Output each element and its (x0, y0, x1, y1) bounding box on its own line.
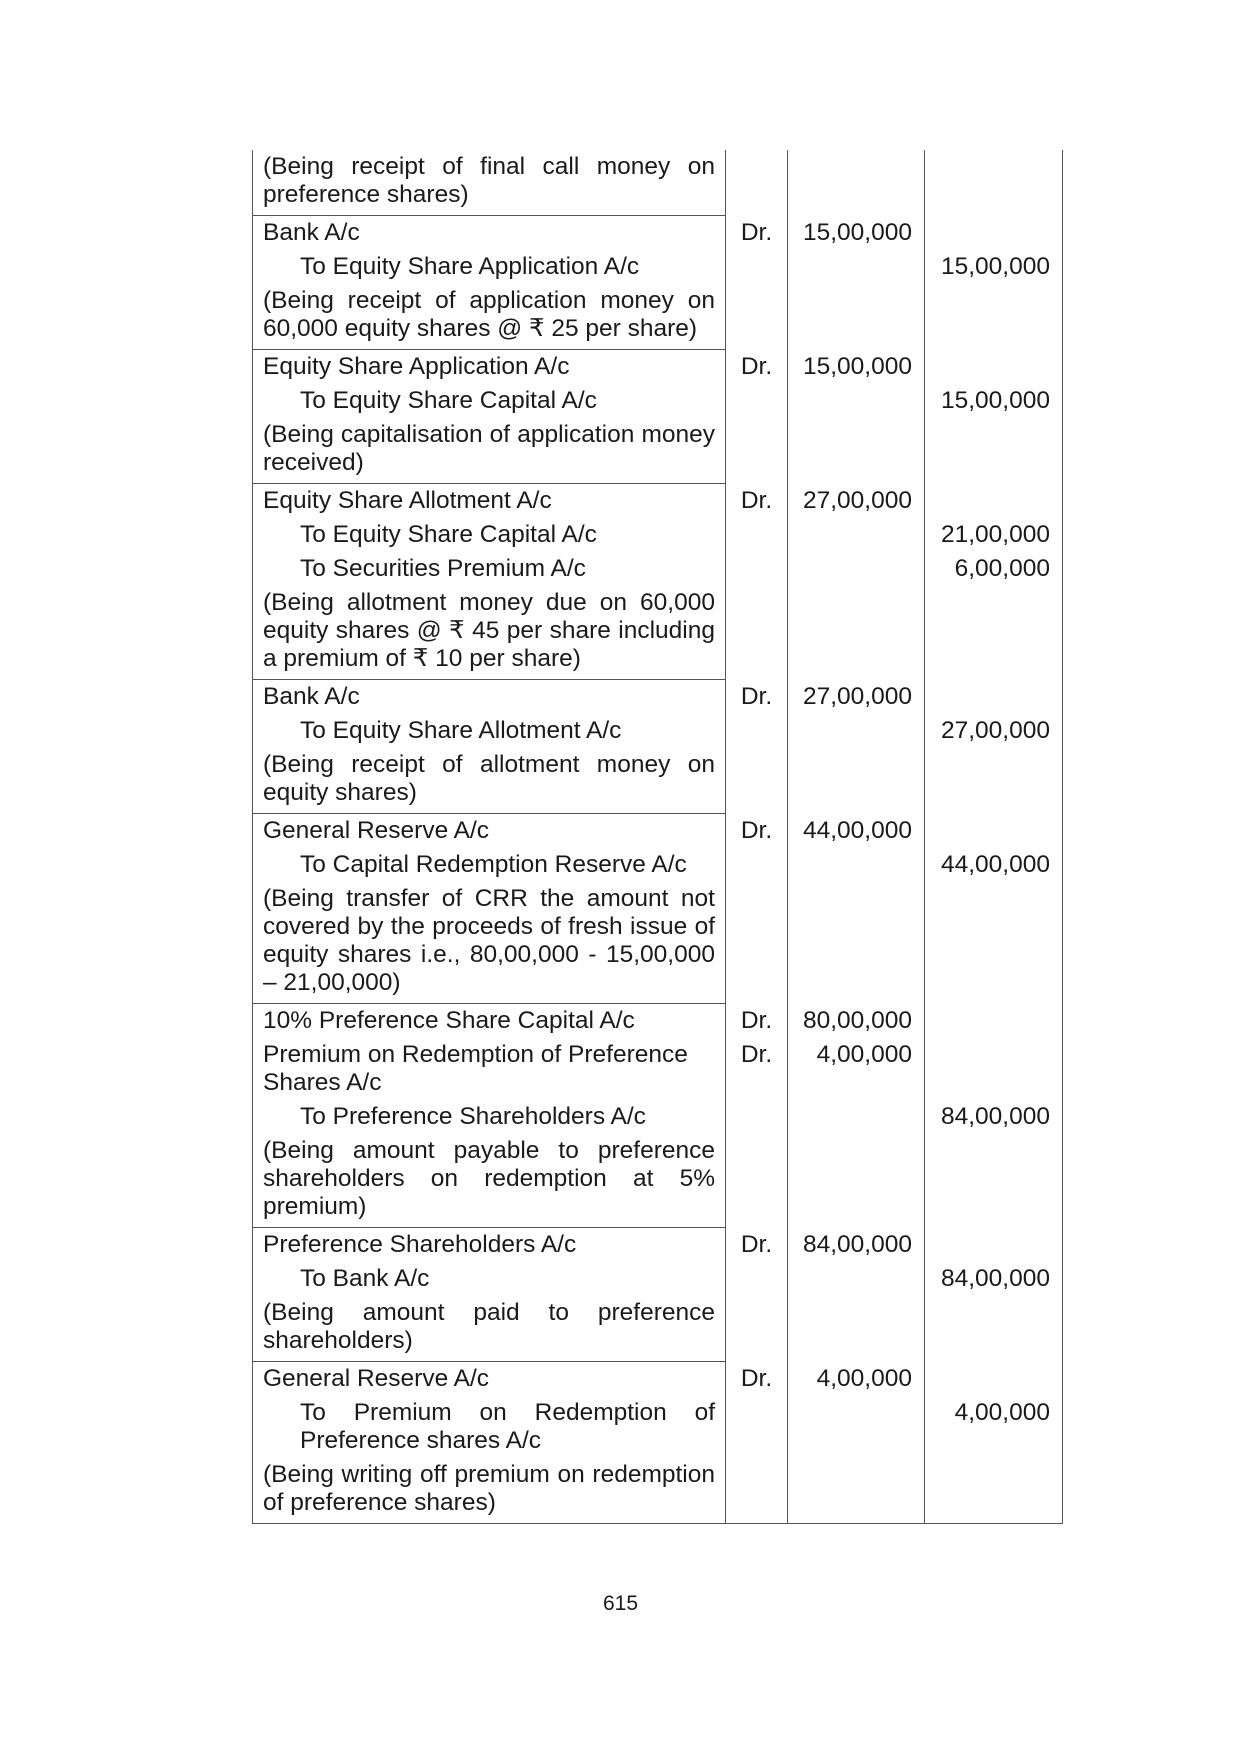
page-number: 615 (602, 1592, 639, 1615)
debit-amount: 15,00,000 (788, 350, 925, 385)
dr-mark (726, 1134, 788, 1228)
credit-amount (925, 1038, 1063, 1100)
debit-amount (788, 714, 925, 748)
credit-amount (925, 418, 1063, 484)
narration: (Being amount payable to preference shareholders on redemption at 5% premium) (253, 1134, 726, 1228)
journal-row (253, 518, 1063, 552)
dr-mark (726, 150, 788, 216)
journal-row (253, 384, 1063, 418)
narration: (Being amount paid to preference shareholders) (253, 1296, 726, 1362)
debit-account: Preference Shareholders A/c (253, 1228, 726, 1263)
credit-amount (925, 350, 1063, 385)
journal-row (253, 484, 1063, 519)
credit-account: To Equity Share Application A/c (253, 250, 726, 284)
credit-amount (925, 1458, 1063, 1524)
dr-mark (726, 418, 788, 484)
journal-row (253, 1396, 1063, 1458)
narration: (Being receipt of allotment money on equity shares) (253, 748, 726, 814)
debit-account: 10% Preference Share Capital A/c (253, 1004, 726, 1039)
debit-amount (788, 1134, 925, 1228)
dr-mark (726, 586, 788, 680)
debit-amount (788, 384, 925, 418)
debit-amount (788, 1100, 925, 1134)
journal-row (253, 680, 1063, 715)
debit-amount: 4,00,000 (788, 1362, 925, 1397)
dr-mark (726, 1396, 788, 1458)
dr-mark (726, 1296, 788, 1362)
journal-row (253, 284, 1063, 350)
credit-account: To Equity Share Capital A/c (253, 384, 726, 418)
debit-amount (788, 848, 925, 882)
dr-mark (726, 882, 788, 1004)
debit-account: Bank A/c (253, 216, 726, 251)
journal-row (253, 714, 1063, 748)
journal-row (253, 150, 1063, 216)
journal-row (253, 216, 1063, 251)
debit-account: General Reserve A/c (253, 814, 726, 849)
credit-amount (925, 1004, 1063, 1039)
debit-amount (788, 1262, 925, 1296)
credit-amount: 84,00,000 (925, 1262, 1063, 1296)
credit-amount (925, 484, 1063, 519)
narration: (Being allotment money due on 60,000 equity shares @ ₹ 45 per share including a premium of ₹ 10 per share) (253, 586, 726, 680)
debit-amount (788, 250, 925, 284)
journal-row (253, 1458, 1063, 1524)
dr-mark: Dr. (726, 1228, 788, 1263)
journal-row (253, 250, 1063, 284)
dr-mark: Dr. (726, 814, 788, 849)
debit-amount: 44,00,000 (788, 814, 925, 849)
journal-row (253, 418, 1063, 484)
credit-amount (925, 1228, 1063, 1263)
journal-row (253, 586, 1063, 680)
journal-row (253, 1004, 1063, 1039)
journal-row (253, 350, 1063, 385)
dr-mark: Dr. (726, 680, 788, 715)
debit-account: General Reserve A/c (253, 1362, 726, 1397)
journal-row (253, 1262, 1063, 1296)
credit-account: To Equity Share Allotment A/c (253, 714, 726, 748)
narration: (Being transfer of CRR the amount not covered by the proceeds of fresh issue of equity shares i.e., 80,00,000 - 15,00,000 – 21,00,000) (253, 882, 726, 1004)
credit-amount (925, 586, 1063, 680)
credit-amount: 6,00,000 (925, 552, 1063, 586)
dr-mark (726, 1262, 788, 1296)
debit-amount (788, 1296, 925, 1362)
journal-row (253, 1134, 1063, 1228)
debit-amount (788, 586, 925, 680)
dr-mark (726, 1458, 788, 1524)
narration: (Being receipt of final call money on preference shares) (253, 150, 726, 216)
journal-row (253, 814, 1063, 849)
credit-amount: 21,00,000 (925, 518, 1063, 552)
credit-amount (925, 284, 1063, 350)
credit-amount (925, 1134, 1063, 1228)
dr-mark: Dr. (726, 484, 788, 519)
debit-amount (788, 882, 925, 1004)
debit-amount (788, 1396, 925, 1458)
dr-mark (726, 518, 788, 552)
dr-mark: Dr. (726, 350, 788, 385)
debit-account: Bank A/c (253, 680, 726, 715)
dr-mark (726, 250, 788, 284)
credit-account: To Premium on Redemption of Preference shares A/c (253, 1396, 726, 1458)
narration: (Being capitalisation of application money received) (253, 418, 726, 484)
journal-table (252, 150, 1063, 1524)
credit-account: To Securities Premium A/c (253, 552, 726, 586)
dr-mark: Dr. (726, 1362, 788, 1397)
credit-amount (925, 680, 1063, 715)
debit-amount: 4,00,000 (788, 1038, 925, 1100)
credit-amount (925, 814, 1063, 849)
journal-row (253, 1362, 1063, 1397)
debit-amount (788, 748, 925, 814)
journal-row (253, 552, 1063, 586)
credit-amount (925, 1362, 1063, 1397)
dr-mark (726, 552, 788, 586)
debit-account: Premium on Redemption of Preference Shares A/c (253, 1038, 726, 1100)
credit-amount: 84,00,000 (925, 1100, 1063, 1134)
credit-amount: 4,00,000 (925, 1396, 1063, 1458)
credit-amount (925, 1296, 1063, 1362)
dr-mark: Dr. (726, 216, 788, 251)
credit-amount (925, 216, 1063, 251)
debit-amount (788, 552, 925, 586)
dr-mark (726, 848, 788, 882)
journal-row (253, 848, 1063, 882)
dr-mark: Dr. (726, 1038, 788, 1100)
dr-mark (726, 714, 788, 748)
dr-mark (726, 748, 788, 814)
credit-amount (925, 882, 1063, 1004)
credit-amount: 15,00,000 (925, 384, 1063, 418)
credit-amount (925, 150, 1063, 216)
credit-account: To Capital Redemption Reserve A/c (253, 848, 726, 882)
credit-account: To Preference Shareholders A/c (253, 1100, 726, 1134)
debit-amount: 27,00,000 (788, 680, 925, 715)
debit-amount: 80,00,000 (788, 1004, 925, 1039)
debit-amount (788, 1458, 925, 1524)
credit-amount: 15,00,000 (925, 250, 1063, 284)
journal-row (253, 748, 1063, 814)
credit-amount: 44,00,000 (925, 848, 1063, 882)
journal-row (253, 1038, 1063, 1100)
journal-row (253, 1100, 1063, 1134)
debit-amount (788, 418, 925, 484)
dr-mark (726, 1100, 788, 1134)
narration: (Being writing off premium on redemption of preference shares) (253, 1458, 726, 1524)
debit-account: Equity Share Allotment A/c (253, 484, 726, 519)
dr-mark: Dr. (726, 1004, 788, 1039)
credit-account: To Equity Share Capital A/c (253, 518, 726, 552)
credit-account: To Bank A/c (253, 1262, 726, 1296)
journal-row (253, 1228, 1063, 1263)
debit-amount: 15,00,000 (788, 216, 925, 251)
credit-amount: 27,00,000 (925, 714, 1063, 748)
credit-amount (925, 748, 1063, 814)
debit-amount: 84,00,000 (788, 1228, 925, 1263)
debit-amount (788, 284, 925, 350)
debit-amount (788, 150, 925, 216)
journal-row (253, 1296, 1063, 1362)
debit-account: Equity Share Application A/c (253, 350, 726, 385)
debit-amount: 27,00,000 (788, 484, 925, 519)
narration: (Being receipt of application money on 60,000 equity shares @ ₹ 25 per share) (253, 284, 726, 350)
debit-amount (788, 518, 925, 552)
dr-mark (726, 284, 788, 350)
journal-row (253, 882, 1063, 1004)
dr-mark (726, 384, 788, 418)
